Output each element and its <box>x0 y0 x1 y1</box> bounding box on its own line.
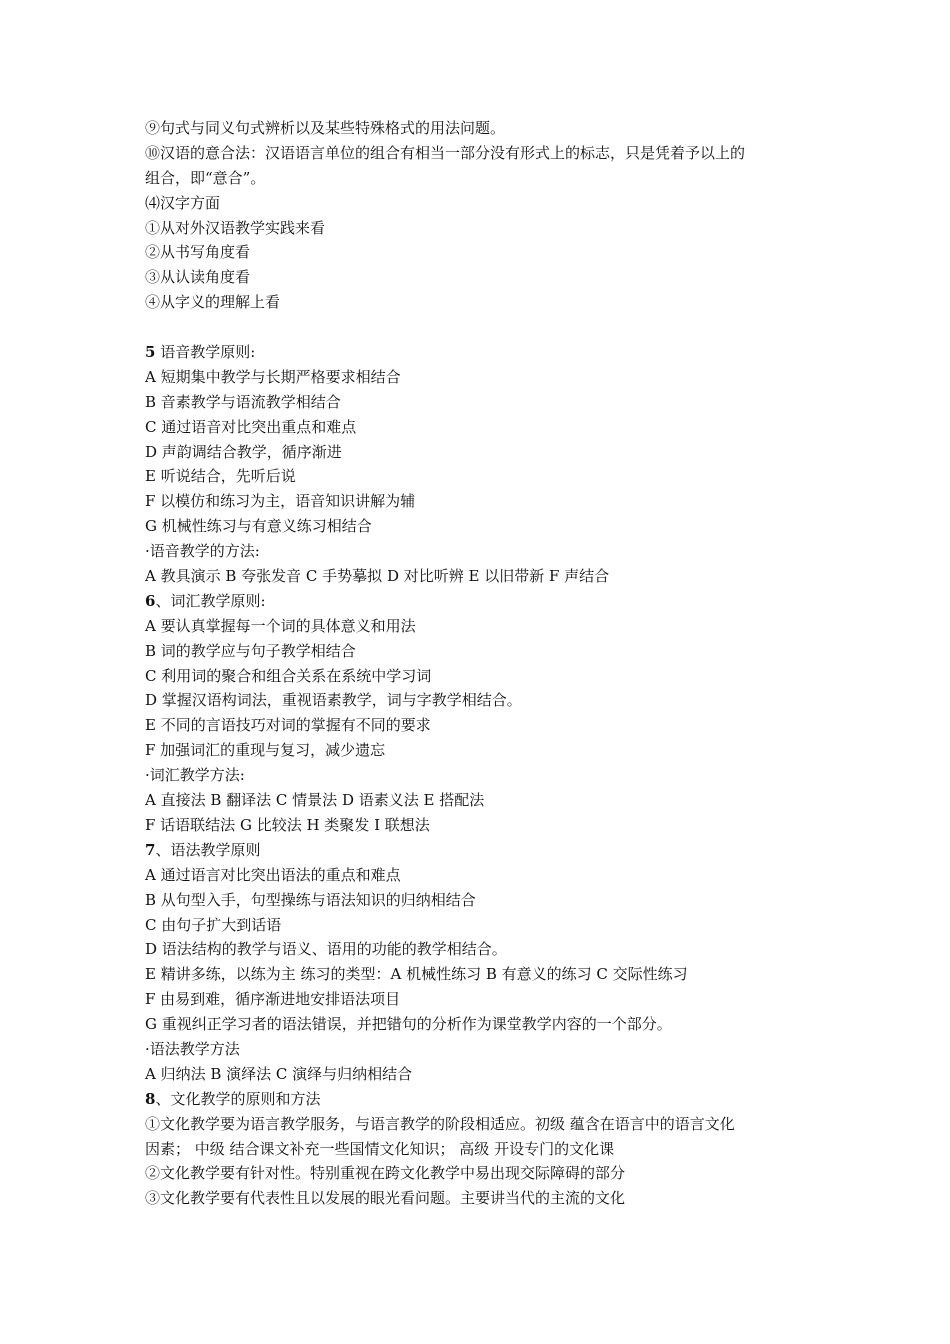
section-title: 、文化教学的原则和方法 <box>155 1089 321 1108</box>
text-line: A 要认真掌握每一个词的具体意义和用法 <box>145 616 416 635</box>
text-line: A 教具演示 B 夸张发音 C 手势摹拟 D 对比听辨 E 以旧带新 F 声结合 <box>145 567 610 586</box>
document-page <box>145 116 825 1211</box>
section-title: 、词汇教学原则: <box>155 591 266 610</box>
section-title: 语音教学原则: <box>160 343 256 362</box>
section-number: 6 <box>145 591 156 610</box>
text-line: ③文化教学要有代表性且以发展的眼光看问题。主要讲当代的主流的文化 <box>145 1189 626 1208</box>
blank-line <box>145 315 825 340</box>
text-line: G 重视纠正学习者的语法错误，并把错句的分析作为课堂教学内容的一个部分。 <box>145 1015 672 1034</box>
text-line: A 直接法 B 翻译法 C 情景法 D 语素义法 E 搭配法 <box>145 791 485 810</box>
text-line: F 由易到难，循序渐进地安排语法项目 <box>145 990 401 1009</box>
text-line: A 归纳法 B 演绎法 C 演绎与归纳相结合 <box>145 1064 413 1083</box>
section-vocabulary <box>145 589 825 838</box>
text-line: ②从书写角度看 <box>145 243 251 262</box>
section-number: 5 <box>145 343 156 362</box>
section-phonetics <box>145 340 825 589</box>
text-line: F 以模仿和练习为主，语音知识讲解为辅 <box>145 492 416 511</box>
text-line: ①文化教学要为语言教学服务，与语言教学的阶段相适应。初级 蕴含在语言中的语言文化 <box>145 1114 735 1133</box>
section-grammar <box>145 838 825 1087</box>
text-line: B 词的教学应与句子教学相结合 <box>145 641 356 660</box>
section-heading <box>145 589 825 614</box>
text-line: C 利用词的聚合和组合关系在系统中学习词 <box>145 666 432 685</box>
text-line: ③从认读角度看 <box>145 268 251 287</box>
text-line: C 由句子扩大到话语 <box>145 915 282 934</box>
section-heading <box>145 1087 825 1112</box>
text-line: A 通过语言对比突出语法的重点和难点 <box>145 865 401 884</box>
section-syntax-and-hanzi <box>145 116 825 315</box>
text-line: ·语法教学方法 <box>145 1039 240 1058</box>
text-line: B 音素教学与语流教学相结合 <box>145 392 341 411</box>
text-line: C 通过语音对比突出重点和难点 <box>145 417 357 436</box>
section-heading <box>145 838 825 863</box>
text-line: ⑩汉语的意合法：汉语语言单位的组合有相当一部分没有形式上的标志，只是凭着予以上的 <box>145 143 746 162</box>
text-line: D 声韵调结合教学，循序渐进 <box>145 442 342 461</box>
text-line: B 从句型入手，句型操练与语法知识的归纳相结合 <box>145 890 476 909</box>
text-line: A 短期集中教学与长期严格要求相结合 <box>145 367 401 386</box>
text-line: 组合，即“意合”。 <box>145 168 266 187</box>
text-line: ·语音教学的方法: <box>145 542 260 561</box>
text-line: ⑷汉字方面 <box>145 193 221 212</box>
text-line: ④从字义的理解上看 <box>145 293 281 312</box>
text-line: E 不同的言语技巧对词的掌握有不同的要求 <box>145 716 431 735</box>
section-number: 8 <box>145 1089 156 1108</box>
text-line: E 精讲多练，以练为主 练习的类型：A 机械性练习 B 有意义的练习 C 交际性练习 <box>145 965 688 984</box>
text-line: F 加强词汇的重现与复习，减少遗忘 <box>145 741 386 760</box>
section-heading <box>145 340 825 365</box>
text-line: ·词汇教学方法: <box>145 766 245 785</box>
text-line: ②文化教学要有针对性。特别重视在跨文化教学中易出现交际障碍的部分 <box>145 1164 626 1183</box>
section-title: 、语法教学原则 <box>155 840 261 859</box>
text-line: ⑨句式与同义句式辨析以及某些特殊格式的用法问题。 <box>145 119 506 137</box>
text-line: E 听说结合，先听后说 <box>145 467 296 486</box>
section-number: 7 <box>145 840 156 859</box>
text-line: G 机械性练习与有意义练习相结合 <box>145 517 372 536</box>
text-line: D 掌握汉语构词法，重视语素教学，词与字教学相结合。 <box>145 691 522 710</box>
text-line: F 话语联结法 G 比较法 H 类聚发 I 联想法 <box>145 815 430 834</box>
text-line: ①从对外汉语教学实践来看 <box>145 218 326 237</box>
section-culture <box>145 1087 825 1211</box>
text-line: D 语法结构的教学与语义、语用的功能的教学相结合。 <box>145 940 507 959</box>
text-line: 因素； 中级 结合课文补充一些国情文化知识； 高级 开设专门的文化课 <box>145 1139 615 1158</box>
